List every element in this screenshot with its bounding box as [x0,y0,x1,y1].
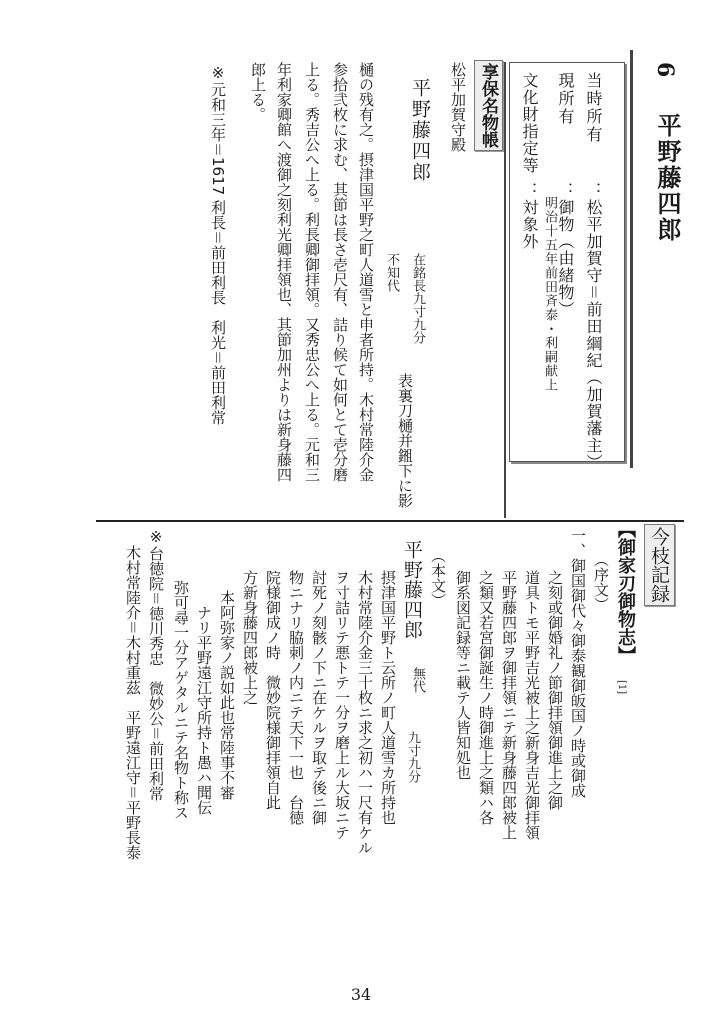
preface-line: 之類又若宮御誕生ノ時御進上之類ハ各 [477,570,495,825]
main-body-line: 木村常陸介金三十枚ニ求之初ハ一尺有ケル [356,570,374,855]
preface-line: 之刻或御婚礼ノ節御拝領御進上之御 [546,570,564,810]
indented-line: ナリ平野遠江守所持ト愚ハ聞伝 [195,605,213,815]
kyoho-price: 不知代 [384,253,399,292]
preface-label: （序文） [592,552,610,612]
kyoho-length: 在銘長九寸九分 [410,253,425,344]
imaeda-book-title: 【御家刃御物志】 [615,520,636,664]
preface-line: 御系図記録等ニ載テ人皆知処也 [454,570,472,780]
imaeda-note: ※台徳院＝徳川秀忠 微妙公＝前田利常 [147,528,165,801]
title-divider [630,50,633,468]
kyoho-tag [474,60,503,151]
kyoho-footnote: ※元和三年＝1617 利長＝前田利長 利光＝前田利常 [209,64,227,425]
preface-line: 平野藤四郎ヲ御拝領ニテ新身藤四郎被上 [500,570,518,840]
main-body-line: ヲ寸詰リテ悪トテ一分ヲ磨上ル大坂ニテ [333,570,351,840]
section-number: 6 [652,62,678,78]
imaeda-sword-name: 平野藤四郎 [401,540,423,640]
section-divider [96,520,684,522]
page-number: 34 [350,985,372,1004]
imaeda-tag-text: 今枝記録 [648,527,670,603]
original-owner-value: ：松平加賀守＝前田綱紀（加賀藩主） [584,182,603,471]
main-body-line: 方新身藤四郎被上之 [241,570,259,705]
kyoho-body-line: 樋の残有之。摂津国平野之町人道雪と申者所持。木村常陸介金 [357,62,375,482]
kyoho-tag-text: 享保名物帳 [478,63,498,148]
kyoho-divider [504,62,506,518]
kyoho-body-line: 年利家卿館へ渡御之刻利光卿拝領也、其節加州よりは新身藤四 [275,62,293,482]
preface-line: 道具トモ平野吉光被上之新身吉光御拝領 [523,570,541,840]
indented-line: 弥可尋一分アゲタルニテ名物ト称ス [172,580,190,820]
kyoho-note-top: 表裏刀樋并鎺下に影 [396,373,414,508]
kyoho-body-line: 郎上る。 [249,62,267,122]
indented-line: 本阿弥家ノ説如此也常陸事不審 [218,590,236,800]
kyoho-body-line: 参拾弐枚に求む、其節は長さ壱尺有、詰り候て如何とて壱分磨 [331,62,349,482]
page-title: 平野藤四郎 [653,113,681,243]
imaeda-price: 無代 [410,667,425,693]
imaeda-length: 九寸九分 [405,731,420,783]
main-body-line: 討死ノ刻骸ノ下ニ在ケルヲ取テ後ニ御 [310,570,328,825]
main-text-label: （本文） [429,548,447,608]
original-owner-label: 当時所有 [584,72,603,144]
cultural-property-value: ：対象外 [520,182,539,250]
main-body-line: 院様御成ノ時 微妙院様御拝領自此 [264,570,282,810]
kyoho-body-line: 上る。秀吉公へ上る。利長卿御拝領。又秀忠公へ上る。元和三 [303,62,321,482]
main-body-line: 物ニナリ脇刺ノ内ニテ天下一也 台徳 [287,570,305,825]
imaeda-tag [644,524,675,606]
kyoho-owner: 松平加賀守殿 [449,62,467,152]
current-owner-value: ：御物（由緒物） [556,182,575,318]
preface-line: 一、御国御代々御泰観御皈国ノ時或御成 [569,528,587,798]
imaeda-ref: [1] [616,680,627,695]
imaeda-note: 木村常陸介＝木村重茲 平野遠江守＝平野長泰 [124,545,142,860]
kyoho-sword-name: 平野藤四郎 [409,78,431,183]
current-owner-heading: 現所有 [556,72,575,126]
current-owner-note: 明治十五年前田斉泰・利嗣献上 [542,196,557,392]
main-body-line: 摂津国平野ト云所ノ町人道雪カ所持也 [379,570,397,825]
cultural-property-label: 文化財指定等 [520,72,539,174]
